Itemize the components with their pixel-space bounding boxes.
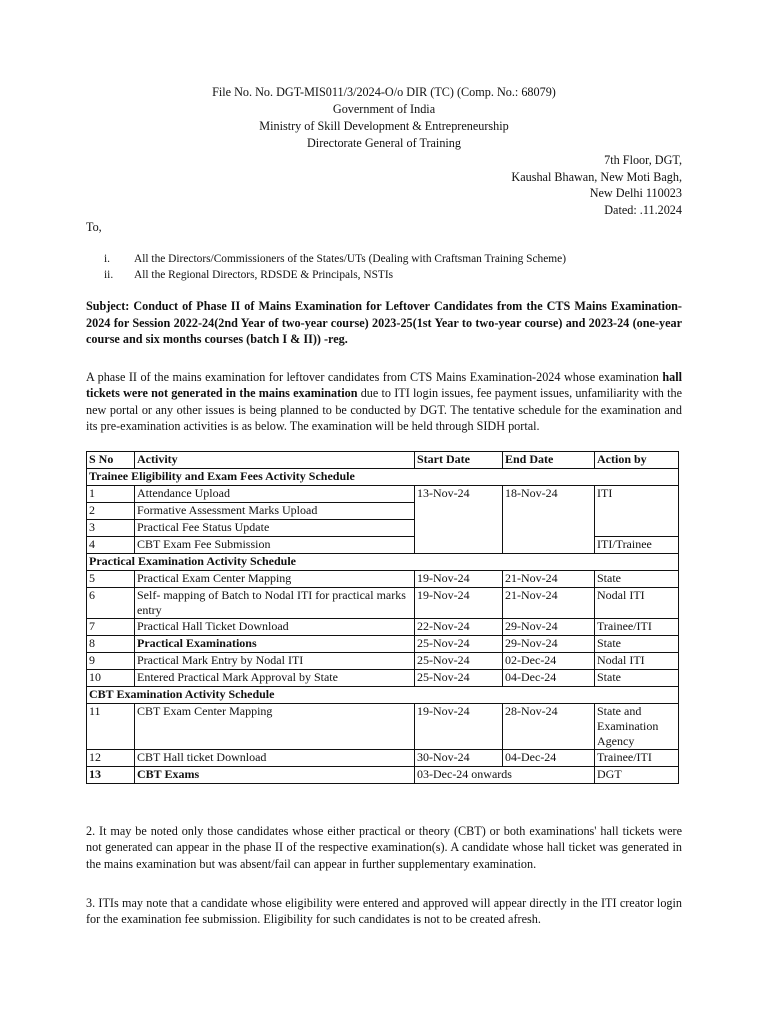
table-row xyxy=(87,486,679,503)
list-item xyxy=(86,251,686,267)
sender-address xyxy=(511,152,682,218)
cell-action-by: ITI/Trainee xyxy=(595,537,679,554)
cell-end-date: 28-Nov-24 xyxy=(503,704,595,750)
cell-sno: 2 xyxy=(87,503,135,520)
table-row xyxy=(87,670,679,687)
cell-action-by: State xyxy=(595,670,679,687)
ministry-line: Ministry of Skill Development & Entrepreneurship xyxy=(259,119,509,133)
cell-end-date: 04-Dec-24 xyxy=(503,750,595,767)
cell-sno: 9 xyxy=(87,653,135,670)
schedule-table xyxy=(86,451,679,784)
cell-start-date: 25-Nov-24 xyxy=(415,636,503,653)
header-activity: Activity xyxy=(135,452,415,469)
cell-activity: CBT Hall ticket Download xyxy=(135,750,415,767)
cell-sno: 5 xyxy=(87,571,135,588)
header-sno: S No xyxy=(87,452,135,469)
cell-activity: CBT Exam Fee Submission xyxy=(135,537,415,554)
cell-sno: 6 xyxy=(87,588,135,619)
cell-action-by: State xyxy=(595,636,679,653)
cell-sno: 11 xyxy=(87,704,135,750)
header-end-date: End Date xyxy=(503,452,595,469)
cell-activity: Formative Assessment Marks Upload xyxy=(135,503,415,520)
cell-action-by: State and Examination Agency xyxy=(595,704,679,750)
intro-text-part2: due to ITI login issues, fee payment issues, unfamiliarity with the new portal or any other issues is being planned to be conducted by DGT. The tentative schedule for the examination and its pre-examination activities is as below. The examination will be held through SIDH portal. xyxy=(86,386,682,433)
cell-start-date: 25-Nov-24 xyxy=(415,670,503,687)
header-start-date: Start Date xyxy=(415,452,503,469)
cell-sno: 10 xyxy=(87,670,135,687)
list-item-text: All the Directors/Commissioners of the States/UTs (Dealing with Craftsman Training Scheme) xyxy=(134,253,566,265)
cell-activity: Practical Hall Ticket Download xyxy=(135,619,415,636)
table-row xyxy=(87,767,679,784)
cell-activity: Self- mapping of Batch to Nodal ITI for practical marks entry xyxy=(135,588,415,619)
cell-end-date: 21-Nov-24 xyxy=(503,588,595,619)
cell-sno: 13 xyxy=(87,767,135,784)
address-floor: 7th Floor, DGT, xyxy=(604,153,682,167)
table-row xyxy=(87,704,679,750)
cell-activity: CBT Exams xyxy=(135,767,415,784)
paragraph-2: 2. It may be noted only those candidates whose either practical or theory (CBT) or both examinations' hall tickets were not generated can appear in the phase II of the respective examination(s). A candidate whose hall ticket was generated in the mains examination but was absent/fail can appear in further supplementary examination. xyxy=(86,824,682,871)
cell-sno: 12 xyxy=(87,750,135,767)
intro-text-part1: A phase II of the mains examination for leftover candidates from CTS Mains Examination-2024 whose examination xyxy=(86,370,663,384)
file-number: File No. No. DGT-MIS011/3/2024-O/o DIR (TC) (Comp. No.: 68079) xyxy=(212,85,556,99)
table-header-row xyxy=(87,452,679,469)
cell-end-date: 21-Nov-24 xyxy=(503,571,595,588)
letter-header xyxy=(0,84,768,152)
table-row xyxy=(87,750,679,767)
cell-start-date: 22-Nov-24 xyxy=(415,619,503,636)
header-action-by: Action by xyxy=(595,452,679,469)
table-row xyxy=(87,571,679,588)
cell-end-date: 29-Nov-24 xyxy=(503,619,595,636)
letter-date: Dated: .11.2024 xyxy=(604,202,682,217)
cell-start-date: 19-Nov-24 xyxy=(415,588,503,619)
cell-activity: Practical Exam Center Mapping xyxy=(135,571,415,588)
cell-action-by: Nodal ITI xyxy=(595,653,679,670)
cell-action-by: ITI xyxy=(595,486,679,537)
cell-activity: Practical Fee Status Update xyxy=(135,520,415,537)
cell-sno: 8 xyxy=(87,636,135,653)
cell-start-date: 30-Nov-24 xyxy=(415,750,503,767)
cell-sno: 4 xyxy=(87,537,135,554)
list-item-number: ii. xyxy=(104,269,114,281)
section-row-practical xyxy=(87,554,679,571)
table-row xyxy=(87,619,679,636)
cell-activity: Practical Mark Entry by Nodal ITI xyxy=(135,653,415,670)
cell-start-date: 19-Nov-24 xyxy=(415,704,503,750)
address-building: Kaushal Bhawan, New Moti Bagh, xyxy=(511,169,682,184)
cell-action-by: State xyxy=(595,571,679,588)
recipient-list xyxy=(86,251,686,283)
table-row xyxy=(87,588,679,619)
list-item-number: i. xyxy=(104,253,111,265)
list-item-text: All the Regional Directors, RDSDE & Principals, NSTIs xyxy=(134,269,394,281)
cell-sno: 3 xyxy=(87,520,135,537)
paragraph-3: 3. ITIs may note that a candidate whose eligibility were entered and approved will appear directly in the ITI creator login for the examination fee submission. Eligibility for such candidates is not to be created afresh. xyxy=(86,896,682,927)
cell-end-date: 18-Nov-24 xyxy=(503,486,595,554)
cell-action-by: Trainee/ITI xyxy=(595,750,679,767)
section-title: Trainee Eligibility and Exam Fees Activity Schedule xyxy=(87,469,679,486)
cell-activity: Attendance Upload xyxy=(135,486,415,503)
cell-end-date: 29-Nov-24 xyxy=(503,636,595,653)
cell-start-date: 25-Nov-24 xyxy=(415,653,503,670)
cell-action-by: Trainee/ITI xyxy=(595,619,679,636)
intro-text-bold: hall tickets were not generated in the mains examination xyxy=(86,370,682,401)
list-item xyxy=(86,267,686,283)
salutation-to: To, xyxy=(86,220,102,234)
directorate-line: Directorate General of Training xyxy=(307,136,461,150)
address-city: New Delhi 110023 xyxy=(589,186,682,200)
section-title: Practical Examination Activity Schedule xyxy=(87,554,679,571)
section-row-cbt xyxy=(87,687,679,704)
cell-sno: 1 xyxy=(87,486,135,503)
cell-end-date: 02-Dec-24 xyxy=(503,653,595,670)
table-row xyxy=(87,653,679,670)
cell-start-date: 19-Nov-24 xyxy=(415,571,503,588)
subject-line: Subject: Conduct of Phase II of Mains Examination for Leftover Candidates from the CTS Mains Examination-2024 for Session 2022-24(2nd Year of two-year course) 2023-25(1st Year to two-year course) and 2023-24 (one-year course and six months courses (batch I & II)) -reg. xyxy=(86,299,682,346)
cell-end-date: 04-Dec-24 xyxy=(503,670,595,687)
cell-start-date: 03-Dec-24 onwards xyxy=(415,767,595,784)
cell-activity: Practical Examinations xyxy=(135,636,415,653)
cell-action-by: Nodal ITI xyxy=(595,588,679,619)
government-line: Government of India xyxy=(332,102,436,116)
cell-activity: CBT Exam Center Mapping xyxy=(135,704,415,750)
cell-activity: Entered Practical Mark Approval by State xyxy=(135,670,415,687)
cell-action-by: DGT xyxy=(595,767,679,784)
cell-start-date: 13-Nov-24 xyxy=(415,486,503,554)
cell-sno: 7 xyxy=(87,619,135,636)
intro-paragraph xyxy=(86,369,682,434)
table-row xyxy=(87,636,679,653)
section-title: CBT Examination Activity Schedule xyxy=(87,687,679,704)
section-row-trainee xyxy=(87,469,679,486)
